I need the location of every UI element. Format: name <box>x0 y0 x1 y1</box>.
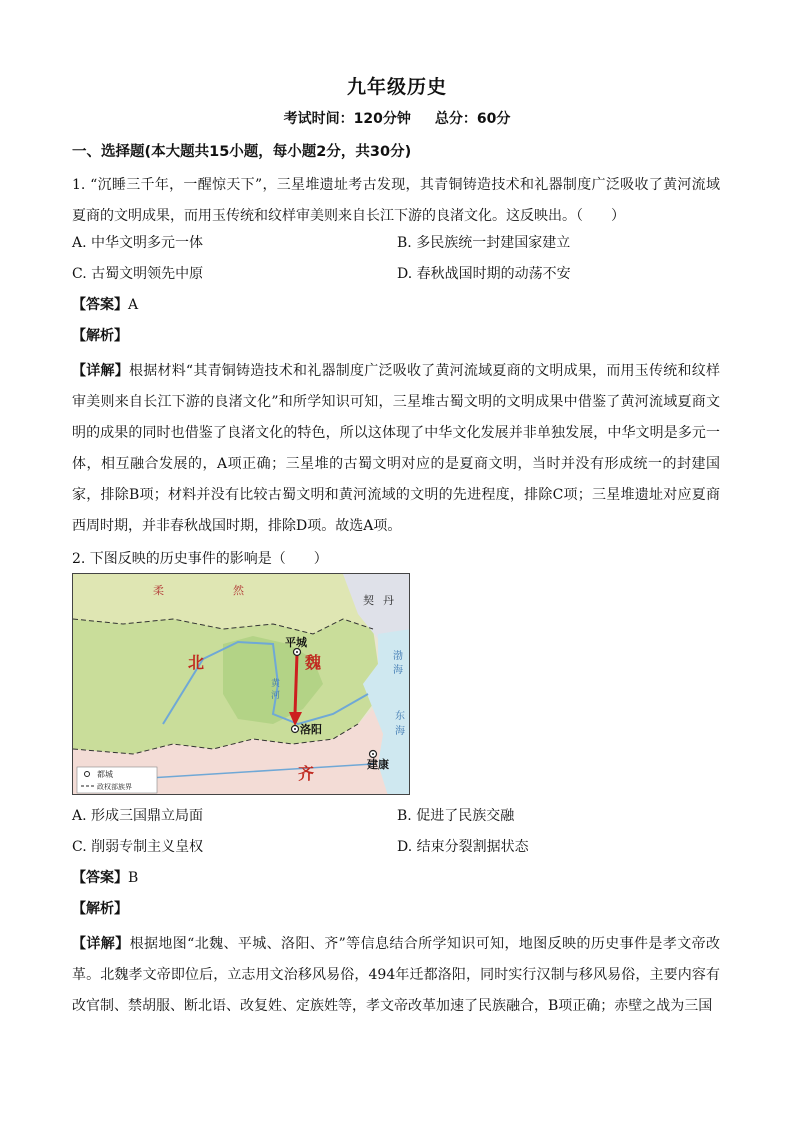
q1-answer-value: A <box>128 297 139 313</box>
q1-option-b: B. 多民族统一封建国家建立 <box>397 235 571 251</box>
exam-total: 总分：60分 <box>434 111 511 127</box>
q2-option-d: D. 结束分裂割据状态 <box>397 839 529 855</box>
label-bo: 渤 <box>393 651 403 662</box>
q2-detail-label: 【详解】 <box>72 936 130 952</box>
migration-arrow <box>295 654 297 714</box>
q2-option-b: B. 促进了民族交融 <box>397 808 515 824</box>
q2-answer-label: 【答案】 <box>72 870 128 886</box>
label-qi1: 契 <box>363 594 374 607</box>
label-huang: 黄 <box>271 679 281 689</box>
legend-capital-label: 都城 <box>97 770 113 779</box>
exam-info <box>0 108 794 128</box>
q1-detail <box>72 356 720 542</box>
label-donghai: 海 <box>395 726 405 737</box>
q2-analysis-label: 【解析】 <box>72 901 128 917</box>
q2-option-c: C. 削弱专制主义皇权 <box>72 839 204 855</box>
q1-analysis-label: 【解析】 <box>72 328 128 344</box>
label-bei: 北 <box>188 653 205 672</box>
q1-answer <box>72 295 138 315</box>
label-dong: 东 <box>395 711 405 722</box>
q1-answer-label: 【答案】 <box>72 297 128 313</box>
northern-wei-map <box>72 573 410 795</box>
q1-detail-label: 【详解】 <box>72 363 129 379</box>
q1-option-a: A. 中华文明多元一体 <box>72 235 204 251</box>
q2-detail-text: 根据地图“北魏、平城、洛阳、齐”等信息结合所学知识可知，地图反映的历史事件是孝文帝改革。北魏孝文帝即位后，立志用文治移风易俗，494年迁都洛阳，同时实行汉制与移风易俗，主要内容有改官制、禁胡服、断北语、改复姓、定族姓等，孝文帝改革加速了民族融合，B项正确；赤壁之战为三国 <box>72 936 721 1014</box>
label-qi: 齐 <box>298 764 315 783</box>
label-dan: 丹 <box>383 594 394 607</box>
q1-option-c: C. 古蜀文明领先中原 <box>72 266 204 282</box>
label-hai: 海 <box>393 665 403 676</box>
map-graphic <box>73 574 410 795</box>
q2-answer-value: B <box>128 870 139 886</box>
label-rou: 柔 <box>153 584 164 597</box>
label-luoyang: 洛阳 <box>300 723 322 736</box>
q2-detail <box>72 929 720 1022</box>
section-title: 一、选择题(本大题共15小题，每小题2分，共30分) <box>72 144 412 160</box>
legend-border-label: 政权部族界 <box>97 783 132 791</box>
legend-capital-icon <box>85 772 90 777</box>
label-jiankang: 建康 <box>367 758 389 771</box>
q1-option-d: D. 春秋战国时期的动荡不安 <box>397 266 571 282</box>
label-he: 河 <box>271 691 281 701</box>
q1-detail-text: 根据材料“其青铜铸造技术和礼器制度广泛吸收了黄河流域夏商的文明成果，而用玉传统和纹样审美则来自长江下游的良渚文化”和所学知识可知，三星堆古蜀文明的文明成果中借鉴了黄河流域夏商文明的成果的同时也借鉴了良渚文化的特色，所以这体现了中华文化发展并非单独发展，中华文明是多元一体，相互融合发展的，A项正确；三星堆的古蜀文明对应的是夏商文明，当时并没有形成统一的封建国家，排除B项；材料并没有比较古蜀文明和黄河流域的文明的先进程度，排除C项；三星堆遗址对应夏商西周时期，并非春秋战国时期，排除D项。故选A项。 <box>72 363 721 534</box>
q2-answer <box>72 868 138 888</box>
page-title: 九年级历史 <box>346 76 447 98</box>
label-ran: 然 <box>233 584 244 597</box>
label-pingcheng: 平城 <box>285 636 307 649</box>
q2-option-a: A. 形成三国鼎立局面 <box>72 808 204 824</box>
q2-stem: 2. 下图反映的历史事件的影响是（ ） <box>72 551 328 567</box>
label-wei: 魏 <box>305 653 322 672</box>
q1-stem: 1. “沉睡三千年，一醒惊天下”，三星堆遗址考古发现，其青铜铸造技术和礼器制度广泛吸收了黄河流域夏商的文明成果，而用玉传统和纹样审美则来自长江下游的良渚文化。这反映出。（ ） <box>72 177 720 224</box>
exam-time: 考试时间：120分钟 <box>283 111 411 127</box>
